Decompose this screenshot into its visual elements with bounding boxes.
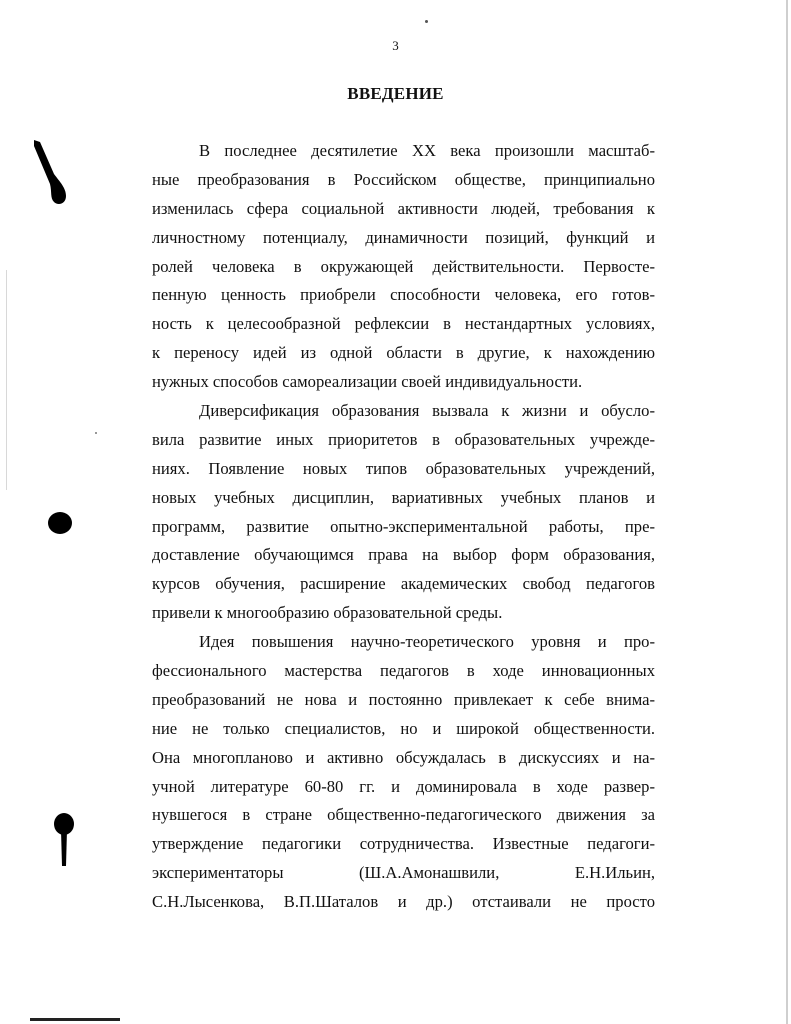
text-line: к переносу идей из одной области в другие, к нахождению xyxy=(152,343,655,363)
text-line: утверждение педагогики сотрудничества. Известные педагоги- xyxy=(152,834,655,854)
text-line: нувшегося в стране общественно-педагогического движения за xyxy=(152,805,655,825)
text-line: ние не только специалистов, но и широкой общественности. xyxy=(152,718,655,738)
text-line: привели к многообразию образовательной среды. xyxy=(152,603,503,623)
body-text xyxy=(152,137,655,917)
text-line: новых учебных дисциплин, вариативных учебных планов и xyxy=(152,487,655,507)
text-line: Диверсификация образования вызвала к жизни и обусло- xyxy=(199,401,655,421)
scan-artifact-line xyxy=(6,270,7,490)
text-line: программ, развитие опытно-экспериментальной работы, пре- xyxy=(152,516,655,536)
text-line: фессионального мастерства педагогов в ходе инновационных xyxy=(152,661,655,681)
text-line: изменилась сфера социальной активности людей, требования к xyxy=(152,198,655,218)
binder-hole-mark xyxy=(30,138,74,208)
scan-artifact-bar xyxy=(30,1018,120,1021)
text-line: курсов обучения, расширение академических свобод педагогов xyxy=(152,574,655,594)
text-line: ные преобразования в Российском обществе, принципиально xyxy=(152,169,655,189)
text-line: С.Н.Лысенкова, В.П.Шаталов и др.) отстаивали не просто xyxy=(152,892,655,912)
section-title: ВВЕДЕНИЕ xyxy=(347,84,444,103)
scan-edge xyxy=(786,0,788,1024)
text-line: В последнее десятилетие XX века произошли масштаб- xyxy=(199,141,655,160)
scan-speck xyxy=(95,432,97,434)
text-line: Она многопланово и активно обсуждалась в дискуссиях и на- xyxy=(152,747,655,767)
text-line: нужных способов самореализации своей индивидуальности. xyxy=(152,372,583,392)
text-line: ность к целесообразной рефлексии в нестандартных условиях, xyxy=(152,314,655,334)
binder-hole-mark xyxy=(48,512,72,534)
text-line: преобразований не нова и постоянно привлекает к себе внима- xyxy=(152,689,655,709)
text-line: учной литературе 60-80 гг. и доминировала в ходе развер- xyxy=(152,776,655,796)
text-line: экспериментаторы (Ш.А.Амонашвили, Е.Н.Ильин, xyxy=(152,863,655,883)
text-line: доставление обучающимся права на выбор форм образования, xyxy=(152,545,655,565)
text-line: вила развитие иных приоритетов в образовательных учрежде- xyxy=(152,429,655,449)
text-line: ролей человека в окружающей действительности. Первосте- xyxy=(152,256,655,276)
text-line: Идея повышения научно-теоретического уровня и про- xyxy=(199,632,655,652)
scan-speck xyxy=(425,20,428,23)
binder-hole-mark xyxy=(52,812,76,868)
page-number: 3 xyxy=(392,38,399,53)
text-line: пенную ценность приобрели способности человека, его готов- xyxy=(152,285,655,305)
text-line: ниях. Появление новых типов образовательных учреждений, xyxy=(152,458,655,478)
text-line: личностному потенциалу, динамичности позиций, функций и xyxy=(152,227,655,247)
